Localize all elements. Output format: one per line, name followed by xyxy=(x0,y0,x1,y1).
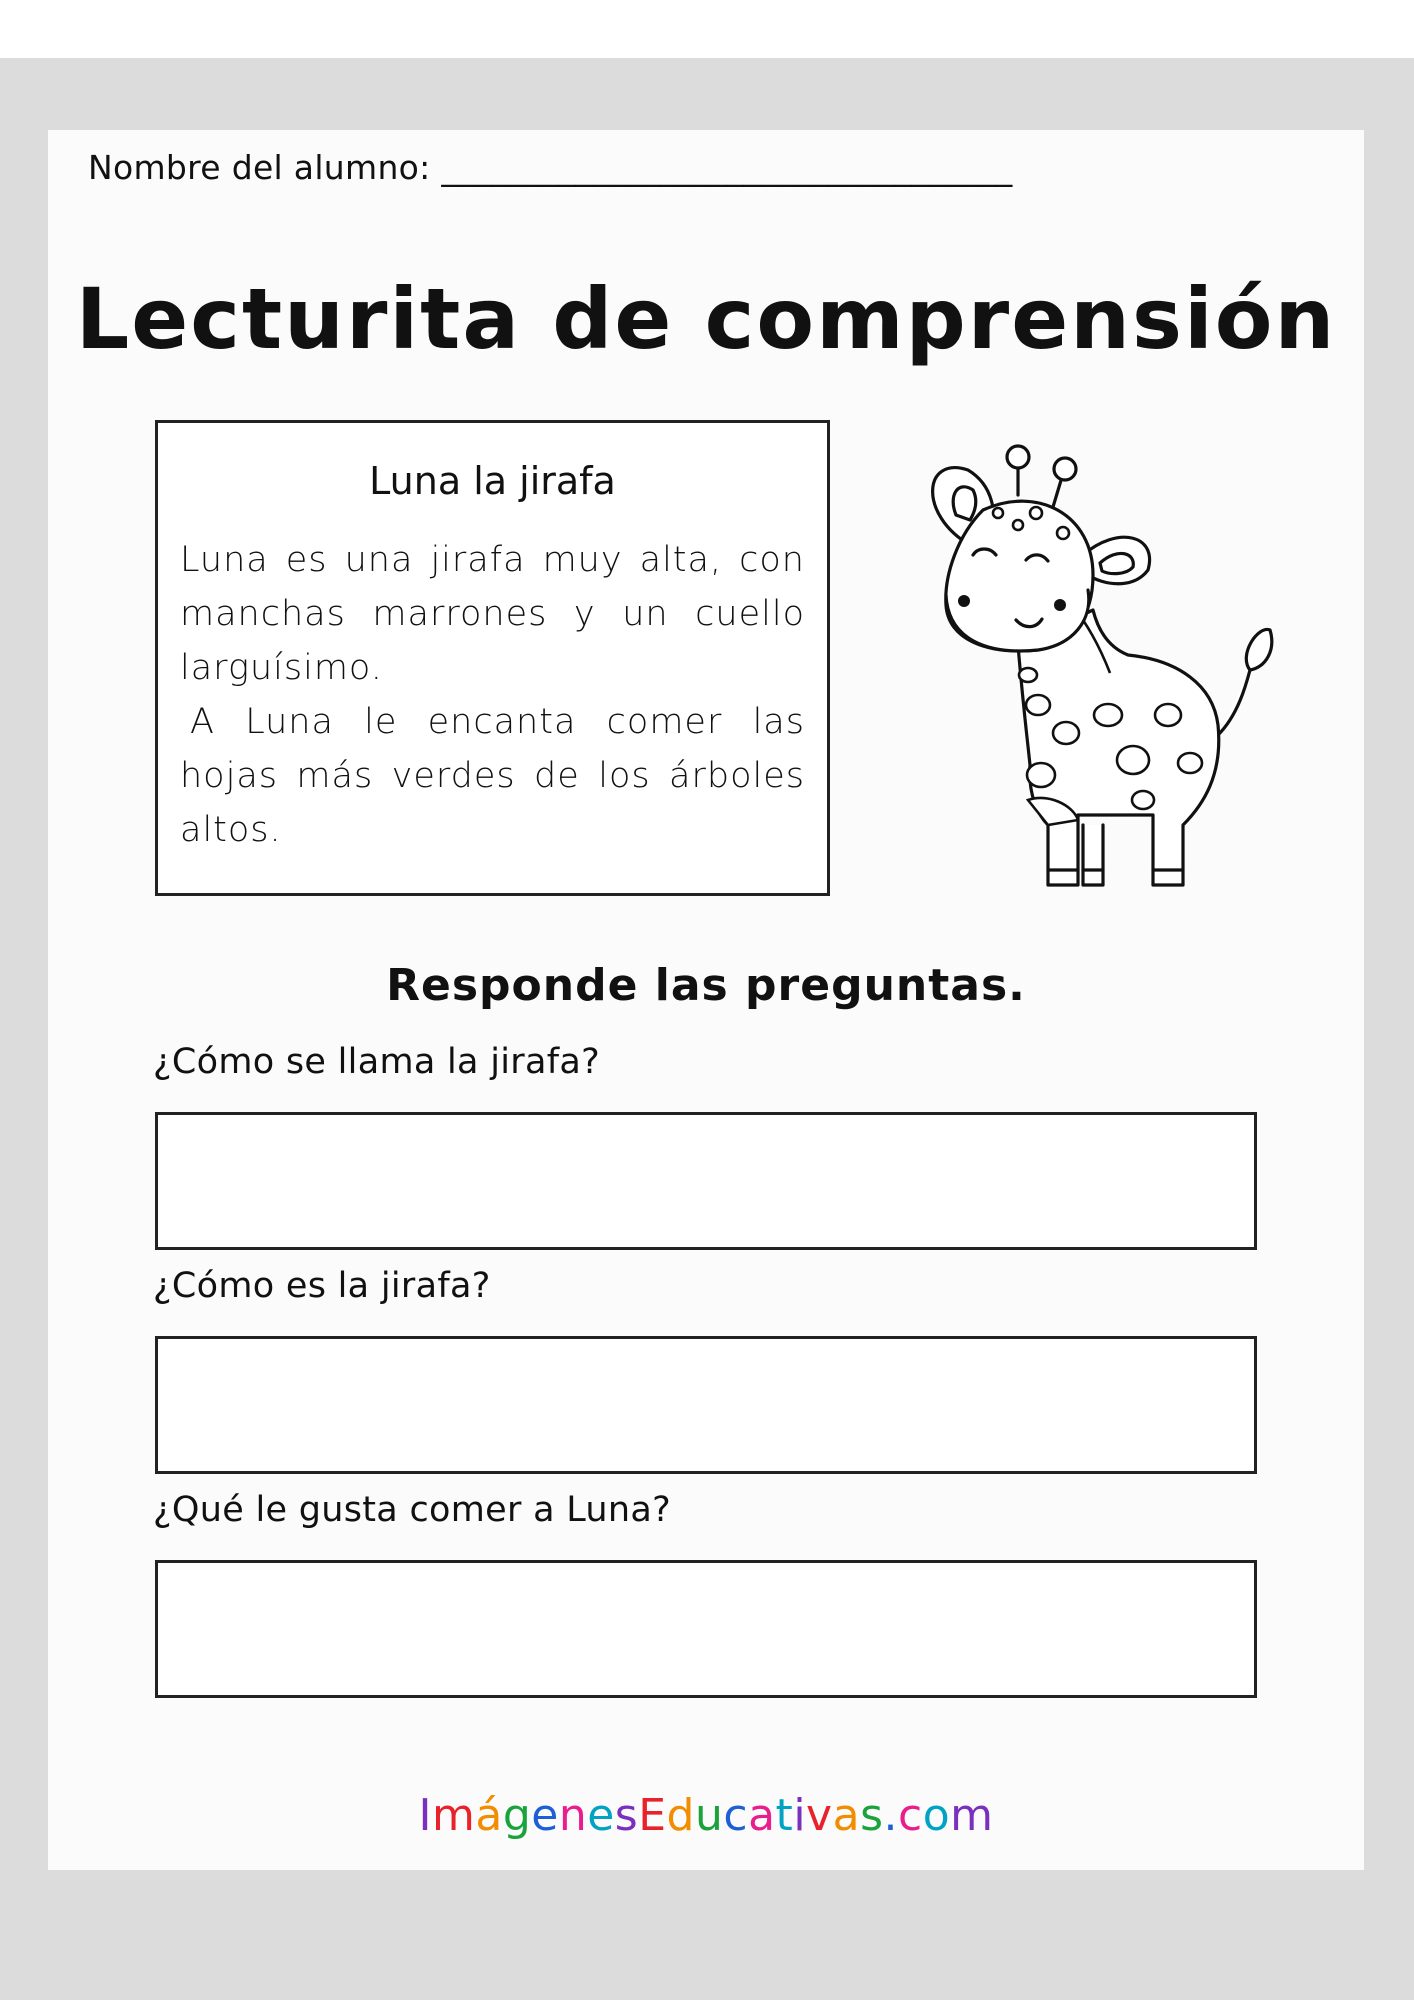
footer-brand-letter: i xyxy=(793,1790,807,1841)
reading-paragraph-2: A Luna le encanta comer las hojas más verdes de los árboles altos. xyxy=(180,702,805,850)
worksheet-page xyxy=(48,130,1364,1870)
reading-text xyxy=(180,533,805,857)
footer-brand-letter: e xyxy=(587,1790,615,1841)
reading-title: Luna la jirafa xyxy=(369,459,616,503)
footer-brand-letter: g xyxy=(502,1790,532,1841)
question-3: ¿Qué le gusta comer a Luna? xyxy=(153,1490,672,1530)
question-1: ¿Cómo se llama la jirafa? xyxy=(153,1042,600,1082)
answer-box-1[interactable] xyxy=(155,1112,1257,1250)
footer-brand-letter: a xyxy=(832,1790,861,1841)
footer-brand-letter: n xyxy=(558,1790,588,1841)
student-name-blank[interactable]: __________________________________ xyxy=(441,148,1013,187)
footer-brand-letter: v xyxy=(806,1790,833,1841)
question-2: ¿Cómo es la jirafa? xyxy=(153,1266,491,1306)
footer-brand-letter: á xyxy=(475,1790,503,1841)
footer-brand-letter: c xyxy=(898,1790,923,1841)
footer-brand-letter: m xyxy=(950,1790,994,1841)
giraffe-icon xyxy=(878,415,1298,905)
footer-brand-letter: e xyxy=(531,1790,559,1841)
instructions-heading: Responde las preguntas. xyxy=(386,960,1026,1011)
footer-brand-letter: o xyxy=(922,1790,951,1841)
footer-brand-letter: I xyxy=(418,1790,432,1841)
reading-paragraph-1: Luna es una jirafa muy alta, con manchas marrones y un cuello larguísimo. xyxy=(180,540,805,688)
reading-box xyxy=(155,420,830,896)
footer-brand-letter: t xyxy=(775,1790,794,1841)
footer-brand-letter: u xyxy=(694,1790,724,1841)
answer-box-3[interactable] xyxy=(155,1560,1257,1698)
footer-brand-letter: d xyxy=(666,1790,695,1841)
footer-brand-letter: E xyxy=(638,1790,667,1841)
footer-brand-letter: s xyxy=(614,1790,639,1841)
footer-brand-letter: s xyxy=(860,1790,884,1841)
top-margin xyxy=(0,0,1414,58)
page-title: Lecturita de comprensión xyxy=(75,270,1337,368)
footer-brand xyxy=(48,1790,1364,1841)
answer-box-2[interactable] xyxy=(155,1336,1257,1474)
footer-brand-letter: . xyxy=(883,1790,898,1841)
student-name-label: Nombre del alumno: xyxy=(88,148,431,187)
student-name-line xyxy=(88,148,1013,187)
footer-brand-letter: m xyxy=(431,1790,476,1841)
footer-brand-letter: c xyxy=(723,1790,749,1841)
footer-brand-letter: a xyxy=(748,1790,776,1841)
